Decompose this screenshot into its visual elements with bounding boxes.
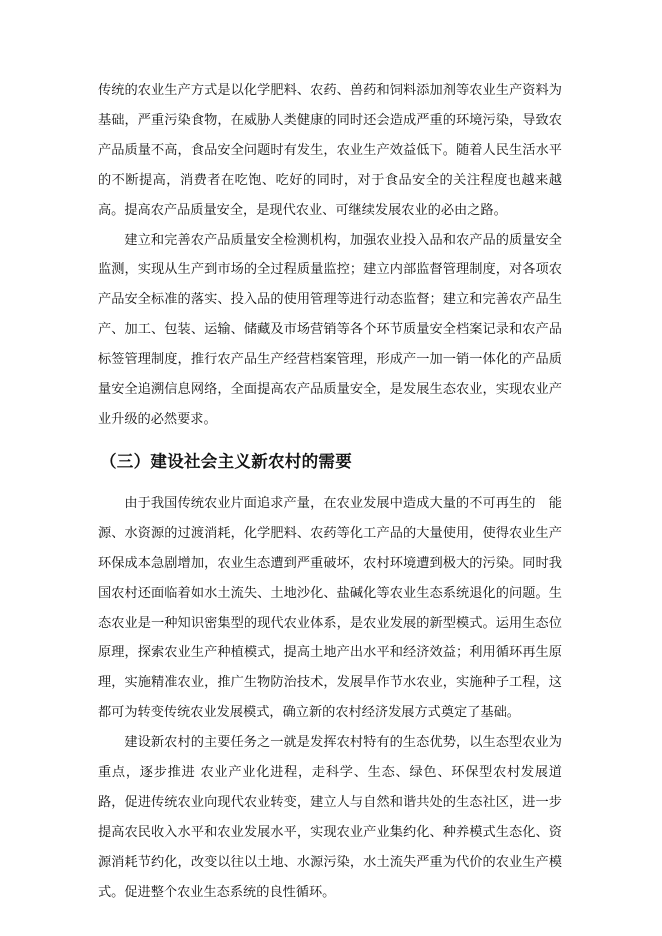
paragraph-traditional-agriculture: 传统的农业生产方式是以化学肥料、农药、兽药和饲料添加剂等农业生产资料为基础，严重污染食物，在威胁人类健康的同时还会造成严重的环境污染，导致农产品质量不高，食品安全问题时有发生，农业生产效益低下。随着人民生活水平的不断提高，消费者在吃饱、吃好的同时，对于食品安全的关注程度也越来越高。提高农产品质量安全，是现代农业、可继续发展农业的必由之路。 xyxy=(98,83,562,218)
section-heading: （三）建设社会主义新农村的需要 xyxy=(100,451,352,471)
paragraph-quality-safety-system: 建立和完善农产品质量安全检测机构，加强农业投入品和农产品的质量安全监测，实现从生产到市场的全过程质量监控；建立内部监督管理制度，对各项农产品安全标准的落实、投入品的使用管理等进行动态监督；建立和完善农产品生产、加工、包装、运输、储藏及市场营销等各个环节质量安全档案记录和农产品标签管理制度，推行农产品生产经营档案管理，形成产一加一销一体化的产品质量安全追溯信息网络，全面提高农产品质量安全，是发展生态农业，实现农业产业升级的必然要求。 xyxy=(98,232,562,427)
paragraph-new-countryside-tasks: 建设新农村的主要任务之一就是发挥农村特有的生态优势，以生态型农业为重点，逐步推进 农业产业化进程，走科学、生态、绿色、环保型农村发展道路，促进传统农业向现代农业转变，建立人与自然和谐共处的生态社区，进一步提高农民收入水平和农业发展水平，实现农业产业集约化、种养模式生态化、资源消耗节约化，改变以往以土地、水源污染，水土流失严重为代价的农业生产模式。促进整个农业生态系统的良性循环。 xyxy=(98,735,562,900)
document-body xyxy=(98,76,562,908)
paragraph-resource-consumption: 由于我国传统农业片面追求产量，在农业发展中造成大量的不可再生的 能源、水资源的过渡消耗，化学肥料、农药等化工产品的大量使用，使得农业生产环保成本急剧增加，农业生态遭到严重破坏，农村环境遭到极大的污染。同时我国农村还面临着如水土流失、土地沙化、盐碱化等农业生态系统退化的问题。生态农业是一种知识密集型的现代农业体系，是农业发展的新型模式。运用生态位原理，探索农业生产种植模式，提高土地产出水平和经济效益；利用循环再生原理，实施精准农业，推广生物防治技术，发展旱作节水农业，实施种子工程，这都可为转变传统农业发展模式，确立新的农村经济发展方式奠定了基础。 xyxy=(98,495,562,721)
